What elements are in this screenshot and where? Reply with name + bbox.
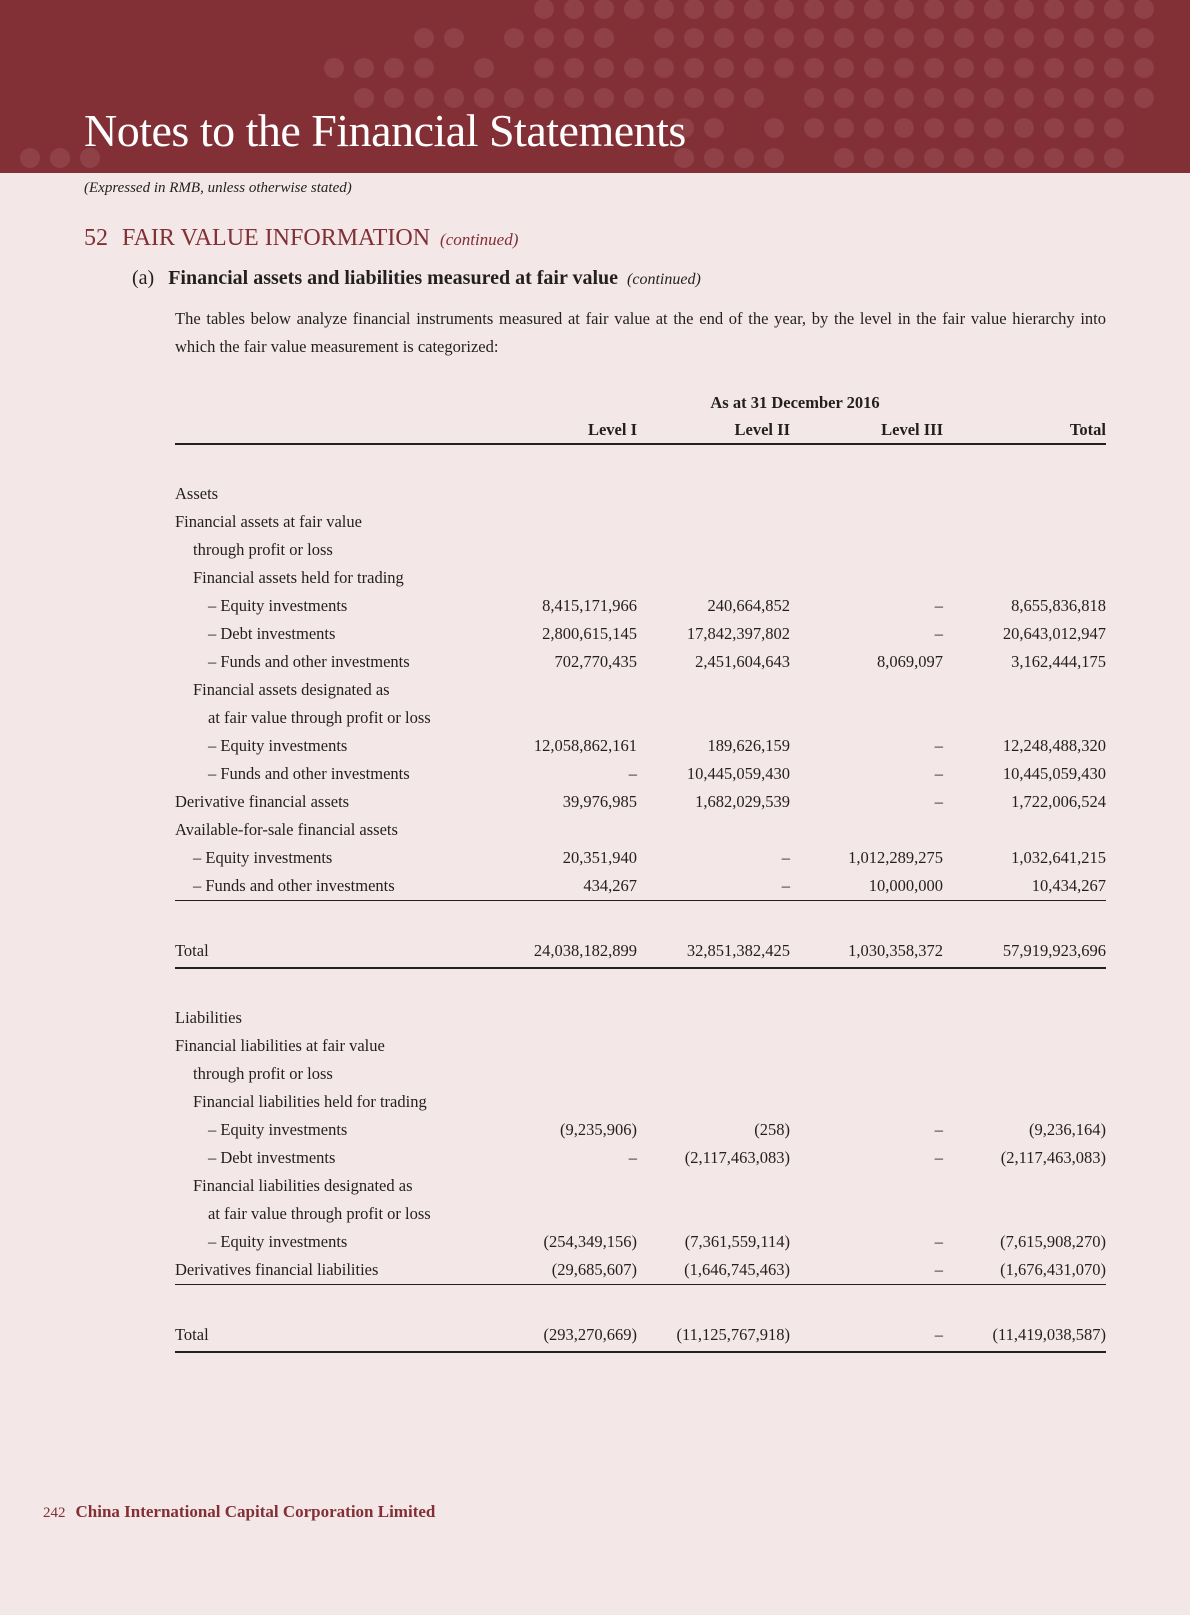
cell-level-1 — [494, 704, 647, 732]
column-header-level-2: Level II — [647, 416, 800, 444]
decorative-dot — [864, 148, 884, 168]
decorative-dot — [924, 28, 944, 48]
cell-level-3: – — [934, 1120, 943, 1139]
decorative-dot — [534, 28, 554, 48]
row-label: at fair value through profit or loss — [208, 1204, 431, 1223]
decorative-dot — [1074, 58, 1094, 78]
cell-total — [953, 816, 1106, 844]
row-label: – Funds and other investments — [208, 764, 410, 783]
decorative-dot — [984, 28, 1004, 48]
currency-note: (Expressed in RMB, unless otherwise stated) — [84, 180, 352, 196]
row-label: – Equity investments — [208, 736, 348, 755]
cell-level-3: – — [800, 1318, 953, 1352]
cell-total: (1,676,431,070) — [953, 1256, 1106, 1284]
cell-total: 20,643,012,947 — [1002, 624, 1106, 643]
row-label: at fair value through profit or loss — [208, 708, 431, 727]
decorative-dot — [984, 88, 1004, 108]
cell-level-2 — [647, 816, 800, 844]
spacer-row — [175, 444, 1106, 480]
decorative-dot — [704, 118, 724, 138]
cell-level-1 — [494, 508, 647, 536]
decorative-dot — [1074, 0, 1094, 19]
decorative-dot — [414, 28, 434, 48]
cell-level-2 — [647, 1060, 800, 1088]
decorative-dot — [20, 148, 40, 168]
cell-level-1 — [494, 1088, 647, 1116]
subsection-continued: (continued) — [627, 271, 701, 288]
decorative-dot — [894, 0, 914, 19]
cell-level-1: (293,270,669) — [494, 1318, 647, 1352]
row-label: through profit or loss — [193, 540, 333, 559]
column-header-level-3: Level III — [800, 416, 953, 444]
cell-total — [953, 1060, 1106, 1088]
cell-total: 1,722,006,524 — [1011, 792, 1106, 811]
row-label: – Equity investments — [208, 1120, 348, 1139]
cell-total — [953, 1172, 1106, 1200]
subsection-heading — [132, 267, 701, 290]
decorative-dot — [714, 0, 734, 19]
table-row — [175, 704, 1106, 732]
row-label: – Funds and other investments — [175, 872, 494, 900]
decorative-dot — [804, 88, 824, 108]
decorative-dot — [1044, 0, 1064, 19]
cell-level-2: 1,682,029,539 — [695, 792, 790, 811]
cell-level-3: 1,012,289,275 — [848, 848, 943, 867]
decorative-dot — [684, 58, 704, 78]
decorative-dot — [354, 58, 374, 78]
table-row — [175, 732, 1106, 760]
section-row — [175, 1004, 1106, 1032]
decorative-dot — [654, 58, 674, 78]
decorative-dot — [984, 58, 1004, 78]
fair-value-table — [175, 390, 1106, 1353]
decorative-dot — [1044, 118, 1064, 138]
cell-level-1 — [494, 564, 647, 592]
decorative-dot — [594, 0, 614, 19]
decorative-dot — [1104, 58, 1124, 78]
table-column-header-row — [175, 416, 1106, 444]
cell-level-1: 8,415,171,966 — [542, 596, 637, 615]
cell-total: 3,162,444,175 — [1011, 652, 1106, 671]
spacer-row — [175, 900, 1106, 934]
cell-level-3 — [800, 508, 953, 536]
cell-level-2: – — [781, 848, 790, 867]
cell-level-1 — [494, 1060, 647, 1088]
company-name: China International Capital Corporation Limited — [75, 1502, 436, 1521]
decorative-dot — [744, 0, 764, 19]
cell-level-1: (254,349,156) — [543, 1232, 637, 1251]
cell-level-3 — [800, 676, 953, 704]
cell-total: 1,032,641,215 — [1011, 848, 1106, 867]
cell-level-2: 240,664,852 — [707, 596, 790, 615]
decorative-dot — [624, 58, 644, 78]
row-label: Financial assets designated as — [193, 680, 390, 699]
table-row — [175, 1228, 1106, 1256]
cell-level-3: 8,069,097 — [877, 652, 943, 671]
decorative-dot — [1074, 28, 1094, 48]
row-label: Total — [175, 934, 494, 968]
decorative-dot — [744, 88, 764, 108]
row-label: Financial liabilities designated as — [193, 1176, 413, 1195]
decorative-dot — [774, 0, 794, 19]
row-label: Derivatives financial liabilities — [175, 1256, 494, 1284]
decorative-dot — [1104, 0, 1124, 19]
decorative-dot — [894, 58, 914, 78]
page-footer — [43, 1502, 435, 1522]
cell-level-2: 189,626,159 — [707, 736, 790, 755]
total-row — [175, 934, 1106, 968]
decorative-dot — [924, 0, 944, 19]
cell-level-1: 702,770,435 — [554, 652, 637, 671]
decorative-dot — [1134, 88, 1154, 108]
table-row — [175, 592, 1106, 620]
decorative-dot — [954, 0, 974, 19]
decorative-dot — [474, 58, 494, 78]
page-title: Notes to the Financial Statements — [84, 105, 686, 156]
cell-level-3: 1,030,358,372 — [800, 934, 953, 968]
decorative-dot — [1044, 28, 1064, 48]
decorative-dot — [654, 28, 674, 48]
row-label: Financial assets held for trading — [193, 568, 404, 587]
cell-level-3: – — [934, 1232, 943, 1251]
decorative-dot — [504, 28, 524, 48]
table-row — [175, 1200, 1106, 1228]
cell-level-3: – — [934, 792, 943, 811]
cell-level-3 — [800, 1032, 953, 1060]
cell-level-3 — [800, 704, 953, 732]
cell-level-2 — [647, 704, 800, 732]
decorative-dot — [834, 58, 854, 78]
cell-level-2: (1,646,745,463) — [647, 1256, 800, 1284]
decorative-dot — [1044, 58, 1064, 78]
table-row — [175, 564, 1106, 592]
table-row — [175, 760, 1106, 788]
cell-level-2: 17,842,397,802 — [686, 624, 790, 643]
cell-level-3 — [800, 1172, 953, 1200]
total-row — [175, 1318, 1106, 1352]
cell-level-1: 2,800,615,145 — [542, 624, 637, 643]
subsection-title: Financial assets and liabilities measured at fair value — [168, 267, 619, 289]
decorative-dot — [834, 118, 854, 138]
cell-total — [953, 564, 1106, 592]
cell-level-2: (7,361,559,114) — [684, 1232, 790, 1251]
table-row — [175, 676, 1106, 704]
table-row — [175, 816, 1106, 844]
table-row — [175, 872, 1106, 900]
decorative-dot — [1134, 28, 1154, 48]
decorative-dot — [864, 88, 884, 108]
row-label: Derivative financial assets — [175, 792, 350, 811]
cell-level-1: 39,976,985 — [562, 792, 637, 811]
cell-level-1: – — [628, 1148, 637, 1167]
cell-total: 10,445,059,430 — [1002, 764, 1106, 783]
row-label: – Funds and other investments — [208, 652, 410, 671]
cell-level-1: 20,351,940 — [562, 848, 637, 867]
header-banner — [0, 0, 1190, 173]
row-label: – Equity investments — [208, 596, 348, 615]
decorative-dot — [984, 118, 1004, 138]
cell-total — [953, 704, 1106, 732]
decorative-dot — [714, 28, 734, 48]
decorative-dot — [704, 148, 724, 168]
table-row — [175, 1144, 1106, 1172]
cell-level-1: 434,267 — [494, 872, 647, 900]
cell-total: (2,117,463,083) — [1000, 1148, 1106, 1167]
decorative-dot — [804, 118, 824, 138]
decorative-dot — [1014, 58, 1034, 78]
cell-total: 12,248,488,320 — [1002, 736, 1106, 755]
decorative-dot — [1074, 148, 1094, 168]
cell-level-1 — [494, 1032, 647, 1060]
row-label: Total — [175, 1318, 494, 1352]
cell-level-3 — [800, 564, 953, 592]
intro-paragraph: The tables below analyze financial instruments measured at fair value at the end of the year, by the level in the fair value hierarchy into which the fair value measurement is categorized: — [175, 309, 1106, 356]
decorative-dot — [954, 148, 974, 168]
cell-level-3: 10,000,000 — [800, 872, 953, 900]
decorative-dot — [804, 28, 824, 48]
section-number: 52 — [84, 225, 108, 251]
row-label: Financial liabilities held for trading — [193, 1092, 427, 1111]
table-row — [175, 620, 1106, 648]
decorative-dot — [684, 0, 704, 19]
table-row — [175, 648, 1106, 676]
decorative-dot — [564, 58, 584, 78]
table-row — [175, 1088, 1106, 1116]
table-row — [175, 1116, 1106, 1144]
decorative-dot — [954, 58, 974, 78]
decorative-dot — [414, 58, 434, 78]
table-row — [175, 536, 1106, 564]
cell-level-1 — [494, 536, 647, 564]
decorative-dot — [744, 28, 764, 48]
row-label: – Debt investments — [208, 624, 336, 643]
decorative-dot — [1014, 148, 1034, 168]
decorative-dot — [894, 28, 914, 48]
cell-level-2 — [647, 1172, 800, 1200]
decorative-dot — [774, 58, 794, 78]
decorative-dot — [324, 58, 344, 78]
decorative-dot — [804, 0, 824, 19]
cell-level-1: 24,038,182,899 — [494, 934, 647, 968]
decorative-dot — [734, 148, 754, 168]
decorative-dot — [834, 0, 854, 19]
cell-level-3: – — [934, 1148, 943, 1167]
cell-level-2 — [647, 1088, 800, 1116]
cell-level-1 — [494, 676, 647, 704]
cell-level-1: (9,235,906) — [560, 1120, 637, 1139]
cell-level-3 — [800, 1200, 953, 1228]
decorative-dot — [1074, 88, 1094, 108]
table-row — [175, 1256, 1106, 1284]
cell-level-2: 10,445,059,430 — [686, 764, 790, 783]
decorative-dot — [864, 118, 884, 138]
decorative-dot — [534, 0, 554, 19]
cell-level-2: (2,117,463,083) — [684, 1148, 790, 1167]
column-header-total: Total — [953, 416, 1106, 444]
cell-level-1: (29,685,607) — [494, 1256, 647, 1284]
decorative-dot — [1044, 88, 1064, 108]
table-row — [175, 1172, 1106, 1200]
decorative-dot — [954, 118, 974, 138]
decorative-dot — [684, 88, 704, 108]
decorative-dot — [924, 148, 944, 168]
decorative-dot — [894, 118, 914, 138]
table-row — [175, 1032, 1106, 1060]
decorative-dot — [954, 88, 974, 108]
cell-level-2 — [647, 1200, 800, 1228]
decorative-dot — [744, 58, 764, 78]
cell-total: (9,236,164) — [1029, 1120, 1106, 1139]
cell-total — [953, 1032, 1106, 1060]
cell-level-3: – — [934, 736, 943, 755]
decorative-dot — [764, 148, 784, 168]
decorative-dot — [924, 58, 944, 78]
spacer-row — [175, 968, 1106, 1004]
decorative-dot — [594, 58, 614, 78]
cell-total — [953, 1200, 1106, 1228]
row-label: – Equity investments — [193, 848, 333, 867]
cell-level-1 — [494, 1172, 647, 1200]
decorative-dot — [1104, 28, 1124, 48]
cell-level-2: 32,851,382,425 — [647, 934, 800, 968]
row-label: through profit or loss — [193, 1064, 333, 1083]
decorative-dot — [714, 88, 734, 108]
cell-level-1 — [494, 1200, 647, 1228]
decorative-dot — [1134, 58, 1154, 78]
section-continued: (continued) — [440, 230, 519, 249]
cell-level-3 — [800, 1088, 953, 1116]
table-row — [175, 1060, 1106, 1088]
cell-level-3: – — [934, 624, 943, 643]
decorative-dot — [864, 58, 884, 78]
page-number: 242 — [43, 1505, 66, 1521]
decorative-dot — [984, 0, 1004, 19]
cell-level-3: – — [934, 764, 943, 783]
cell-level-2 — [647, 508, 800, 536]
table-row — [175, 844, 1106, 872]
decorative-dot — [894, 88, 914, 108]
cell-total: 8,655,836,818 — [1011, 596, 1106, 615]
decorative-dot — [834, 28, 854, 48]
decorative-dot — [564, 0, 584, 19]
cell-level-2: (11,125,767,918) — [647, 1318, 800, 1352]
table-row — [175, 788, 1106, 816]
row-label: Financial assets at fair value — [175, 512, 362, 531]
cell-total: 57,919,923,696 — [953, 934, 1106, 968]
date-header: As at 31 December 2016 — [710, 393, 880, 412]
section-title: FAIR VALUE INFORMATION — [122, 225, 431, 251]
decorative-dot — [924, 88, 944, 108]
cell-level-3 — [800, 536, 953, 564]
cell-total: (11,419,038,587) — [953, 1318, 1106, 1352]
decorative-dot — [1014, 0, 1034, 19]
cell-total — [953, 1088, 1106, 1116]
section-heading — [84, 225, 518, 252]
cell-level-2: 2,451,604,643 — [695, 652, 790, 671]
table-section-heading: Assets — [175, 484, 219, 503]
decorative-dot — [714, 58, 734, 78]
decorative-dot — [564, 28, 584, 48]
decorative-dot — [894, 148, 914, 168]
subsection-marker: (a) — [132, 267, 155, 289]
table-section-heading: Liabilities — [175, 1008, 242, 1027]
row-label: – Debt investments — [208, 1148, 336, 1167]
cell-level-1: 12,058,862,161 — [533, 736, 637, 755]
decorative-dot — [384, 58, 404, 78]
decorative-dot — [834, 88, 854, 108]
cell-total: 10,434,267 — [953, 872, 1106, 900]
row-label: – Equity investments — [208, 1232, 348, 1251]
decorative-dot — [764, 118, 784, 138]
cell-level-3 — [800, 816, 953, 844]
column-header-level-1: Level I — [494, 416, 647, 444]
cell-level-2 — [647, 1032, 800, 1060]
cell-level-2: – — [647, 872, 800, 900]
decorative-dot — [1014, 118, 1034, 138]
cell-level-3 — [800, 1060, 953, 1088]
decorative-dot — [774, 28, 794, 48]
row-label: Financial liabilities at fair value — [175, 1036, 385, 1055]
cell-level-2 — [647, 676, 800, 704]
cell-level-3: – — [934, 596, 943, 615]
table-date-header-row — [175, 390, 1106, 416]
decorative-dot — [1014, 28, 1034, 48]
cell-total — [953, 508, 1106, 536]
spacer-row — [175, 1284, 1106, 1318]
decorative-dot — [50, 148, 70, 168]
decorative-dot — [624, 0, 644, 19]
cell-total — [953, 676, 1106, 704]
decorative-dot — [654, 0, 674, 19]
decorative-dot — [444, 28, 464, 48]
section-row — [175, 480, 1106, 508]
cell-total: (7,615,908,270) — [1000, 1232, 1106, 1251]
decorative-dot — [1014, 88, 1034, 108]
decorative-dot — [834, 148, 854, 168]
decorative-dot — [804, 58, 824, 78]
decorative-dot — [1044, 148, 1064, 168]
decorative-dot — [864, 28, 884, 48]
decorative-dot — [924, 118, 944, 138]
decorative-dot — [954, 28, 974, 48]
cell-level-2: (258) — [754, 1120, 790, 1139]
cell-level-1 — [494, 816, 647, 844]
decorative-dot — [684, 28, 704, 48]
decorative-dot — [984, 148, 1004, 168]
decorative-dot — [534, 58, 554, 78]
cell-level-2 — [647, 564, 800, 592]
decorative-dot — [1074, 118, 1094, 138]
decorative-dot — [594, 28, 614, 48]
cell-level-1: – — [628, 764, 637, 783]
decorative-dot — [1134, 0, 1154, 19]
cell-level-2 — [647, 536, 800, 564]
row-label: Available-for-sale financial assets — [175, 820, 398, 839]
cell-total — [953, 536, 1106, 564]
decorative-dot — [1104, 148, 1124, 168]
cell-level-3: – — [800, 1256, 953, 1284]
table-row — [175, 508, 1106, 536]
decorative-dot — [1104, 118, 1124, 138]
decorative-dot — [864, 0, 884, 19]
decorative-dot — [1104, 88, 1124, 108]
